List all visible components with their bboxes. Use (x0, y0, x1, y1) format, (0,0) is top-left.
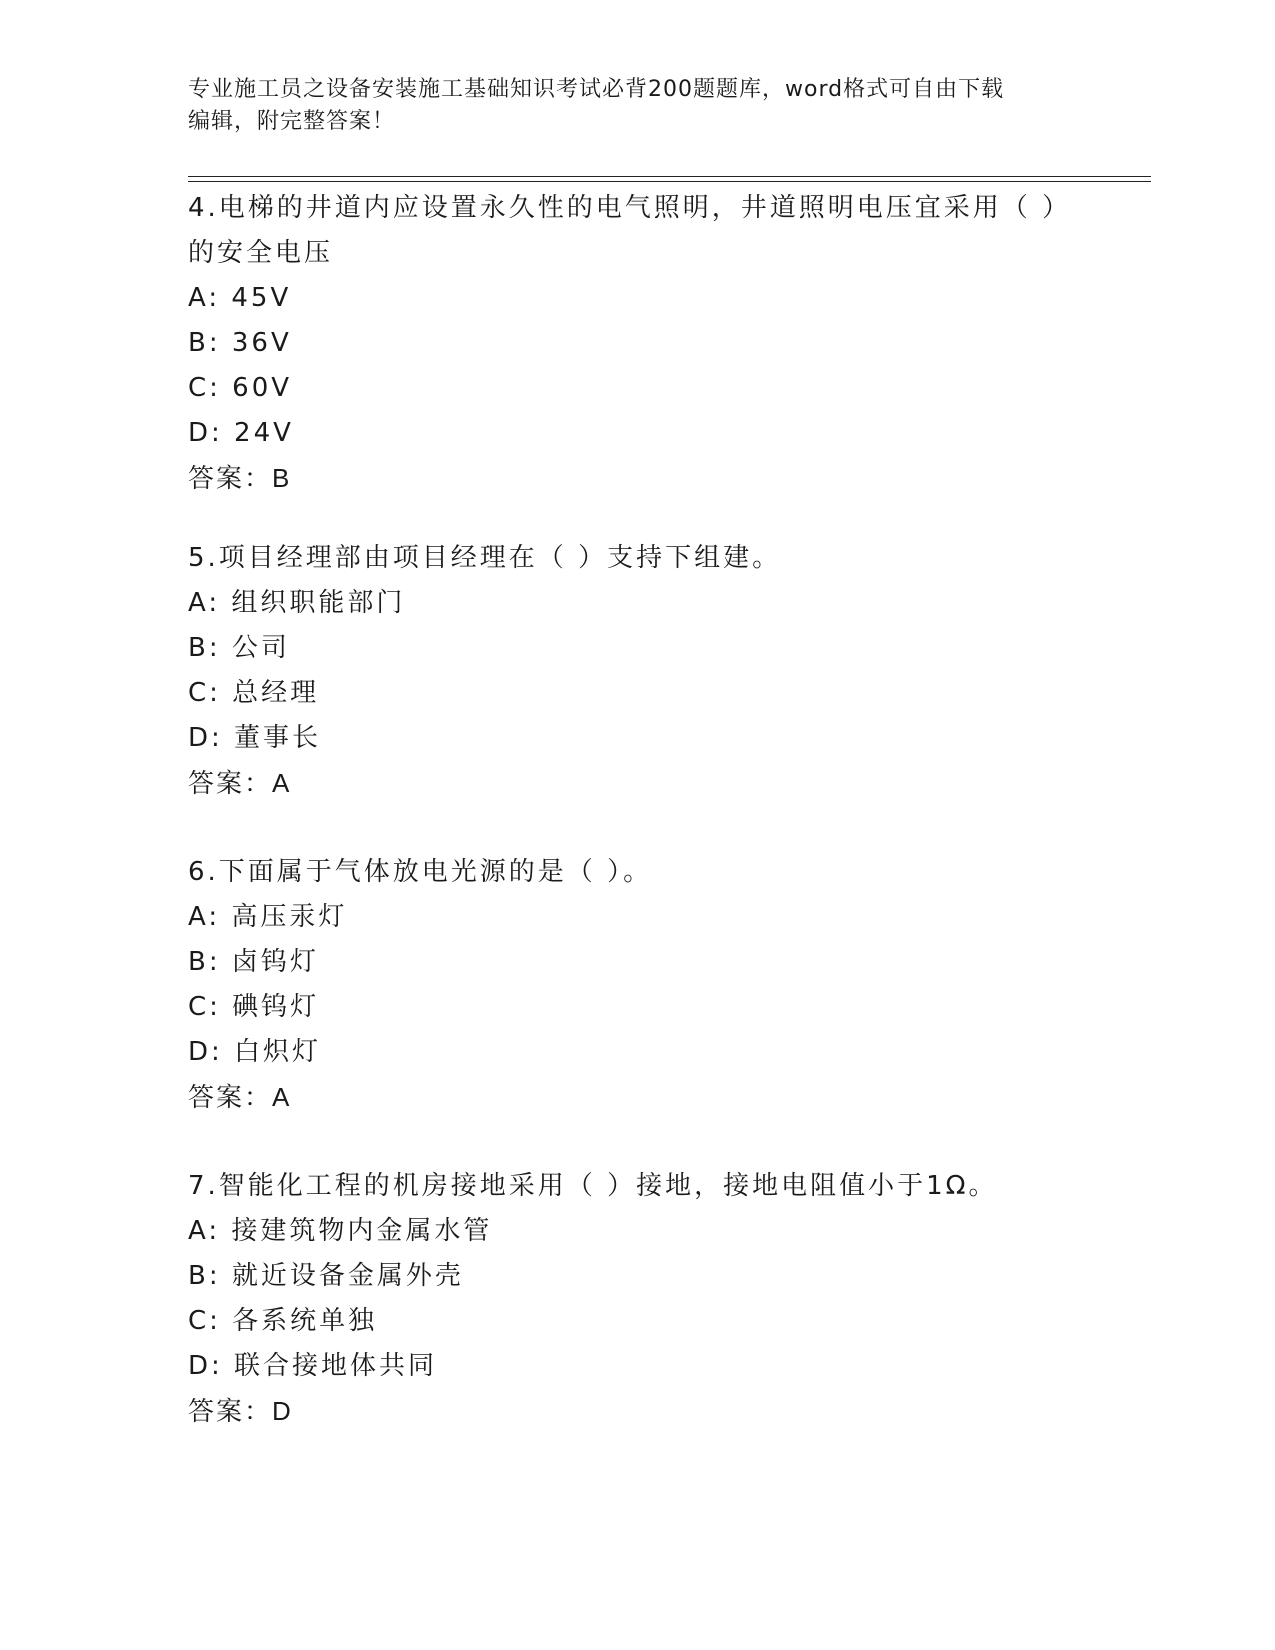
option-a: A: 高压汞灯 (188, 902, 348, 932)
answer: 答案：D (188, 1396, 293, 1426)
option-b: B: 卤钨灯 (188, 947, 319, 977)
option-c: C: 各系统单独 (188, 1306, 378, 1336)
option-a: A: 组织职能部门 (188, 588, 406, 618)
question-stem-line-1: 7.智能化工程的机房接地采用（ ）接地，接地电阻值小于1Ω。 (188, 1171, 998, 1201)
document-header (188, 74, 1088, 138)
option-c: C: 60V (188, 373, 293, 403)
header-divider-top (188, 176, 1151, 177)
option-d: D: 24V (188, 418, 294, 448)
answer: 答案：A (188, 768, 292, 798)
question-stem-line-1: 4.电梯的井道内应设置永久性的电气照明，井道照明电压宜采用（ ） (188, 193, 1072, 223)
question-5 (188, 536, 1088, 806)
option-a: A: 45V (188, 283, 292, 313)
option-d: D: 联合接地体共同 (188, 1351, 438, 1381)
option-c: C: 总经理 (188, 678, 320, 708)
option-c: C: 碘钨灯 (188, 992, 320, 1022)
option-d: D: 白炽灯 (188, 1037, 322, 1067)
header-line-2: 编辑，附完整答案！ (188, 109, 396, 134)
question-4 (188, 186, 1088, 501)
question-7 (188, 1164, 1088, 1434)
header-line-1: 专业施工员之设备安装施工基础知识考试必背200题题库，word格式可自由下载 (188, 77, 1005, 102)
option-a: A: 接建筑物内金属水管 (188, 1216, 493, 1246)
option-d: D: 董事长 (188, 723, 322, 753)
question-stem-line-1: 5.项目经理部由项目经理在（ ）支持下组建。 (188, 543, 782, 573)
question-stem-line-1: 6.下面属于气体放电光源的是（ ）。 (188, 857, 653, 887)
answer: 答案：B (188, 463, 292, 493)
option-b: B: 36V (188, 328, 292, 358)
option-b: B: 就近设备金属外壳 (188, 1261, 464, 1291)
answer: 答案：A (188, 1082, 292, 1112)
header-divider-bottom (188, 181, 1151, 182)
question-stem-line-2: 的安全电压 (188, 238, 334, 268)
question-6 (188, 850, 1088, 1120)
option-b: B: 公司 (188, 633, 290, 663)
